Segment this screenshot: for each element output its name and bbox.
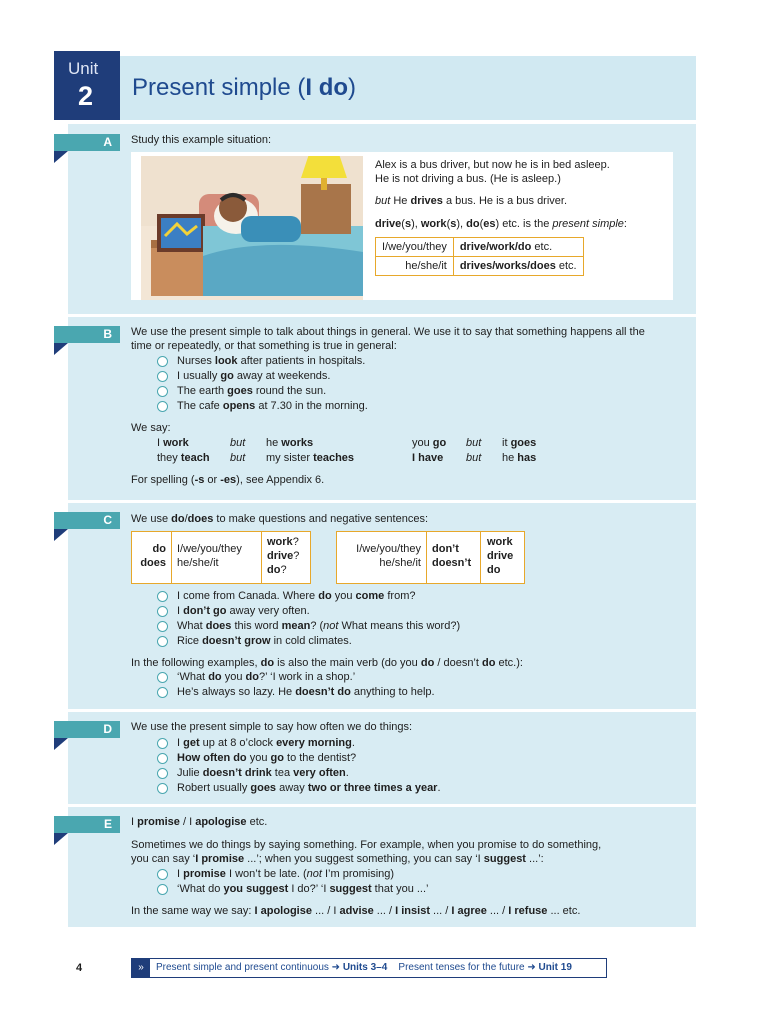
cross-reference-bar[interactable]: [131, 958, 607, 978]
section-d-flag: [54, 738, 68, 750]
title-bar: [120, 56, 696, 120]
bullet-icon: [157, 371, 168, 382]
example-line: ‘What do you suggest I do?’ ‘I suggest that you ...’: [177, 883, 429, 895]
example-line: He’s always so lazy. He doesn’t do anything to help.: [177, 686, 435, 698]
section-e-intro-1: Sometimes we do things by saying something. For example, when you promise to do something,: [131, 839, 602, 851]
section-e-heading: I promise / I apologise etc.: [131, 816, 268, 828]
main-verb-note: In the following examples, do is also the main verb (do you do / doesn’t do etc.):: [131, 657, 523, 669]
bullet-icon: [157, 356, 168, 367]
example-line: The earth goes round the sun.: [177, 385, 327, 397]
section-b-intro-2: time or repeatedly, or that something is true in general:: [131, 340, 397, 352]
situation-line-2: He is not driving a bus. (He is asleep.): [375, 173, 561, 185]
sleeping-man-illustration: [141, 156, 363, 300]
table-cell: drives/works/does etc.: [453, 257, 583, 276]
section-a-intro: Study this example situation:: [131, 134, 272, 146]
bullet-icon: [157, 621, 168, 632]
contrast-item: but: [230, 452, 246, 464]
bullet-icon: [157, 606, 168, 617]
bullet-icon: [157, 884, 168, 895]
example-line: Julie doesn’t drink tea very often.: [177, 767, 349, 779]
section-a-flag: [54, 151, 68, 163]
section-c-tab: C: [54, 512, 120, 529]
contrast-item: but: [466, 437, 482, 449]
conjugation-table: [375, 237, 584, 276]
table-cell: I/we/you/they: [376, 238, 454, 257]
page-title: Present simple (I do): [132, 74, 357, 101]
table-cell: drive/work/do etc.: [453, 238, 583, 257]
situation-line-4: drive(s), work(s), do(es) etc. is the present simple:: [375, 218, 627, 230]
section-c-flag: [54, 529, 68, 541]
bullet-icon: [157, 636, 168, 647]
contrast-item: he works: [266, 437, 314, 449]
table-cell: I/we/you/they he/she/it: [177, 543, 242, 569]
unit-number: 2: [78, 81, 94, 111]
contrast-item: he has: [502, 452, 537, 464]
bullet-icon: [157, 672, 168, 683]
contrast-item: they teach: [157, 452, 210, 464]
contrast-item: you go: [412, 437, 447, 449]
contrast-item: my sister teaches: [266, 452, 355, 464]
bullet-icon: [157, 869, 168, 880]
bullet-icon: [157, 768, 168, 779]
contrast-item: it goes: [502, 437, 537, 449]
section-a-tab: A: [54, 134, 120, 151]
section-e-intro-2: you can say ‘I promise ...’; when you suggest something, you can say ‘I suggest ...’:: [131, 853, 544, 865]
example-line: I get up at 8 o’clock every morning.: [177, 737, 355, 749]
bullet-icon: [157, 783, 168, 794]
table-cell: he/she/it: [376, 257, 454, 276]
example-line: What does this word mean? (not What means this word?): [177, 620, 461, 632]
table-cell: don’t doesn’t: [432, 543, 472, 569]
section-c-intro: We use do/does to make questions and negative sentences:: [131, 513, 428, 525]
bullet-icon: [157, 401, 168, 412]
situation-line-3: but He drives a bus. He is a bus driver.: [375, 195, 568, 207]
we-say-label: We say:: [131, 422, 171, 434]
example-panel: [131, 152, 673, 300]
bullet-icon: [157, 687, 168, 698]
section-b-intro-1: We use the present simple to talk about things in general. We use it to say that something happens all the: [131, 326, 645, 338]
example-line: The cafe opens at 7.30 in the morning.: [177, 400, 368, 412]
section-d-tab: D: [54, 721, 120, 738]
unit-badge: [54, 51, 120, 120]
section-d-intro: We use the present simple to say how often we do things:: [131, 721, 413, 733]
example-line: ‘What do you do?’ ‘I work in a shop.’: [177, 671, 356, 683]
table-cell: I/we/you/they he/she/it: [356, 543, 421, 569]
question-form-box: [131, 531, 311, 584]
situation-line-1: Alex is a bus driver, but now he is in bed asleep.: [375, 159, 610, 171]
example-line: I usually go away at weekends.: [177, 370, 331, 382]
table-cell: do does: [140, 543, 166, 569]
example-line: Nurses look after patients in hospitals.: [177, 355, 366, 367]
section-e-tab: E: [54, 816, 120, 833]
spelling-note: For spelling (-s or -es), see Appendix 6.: [131, 474, 325, 486]
cross-reference-links[interactable]: Present simple and present continuous ➜ Units 3–4 Present tenses for the future ➜ Unit 19: [156, 962, 572, 973]
example-line: Rice doesn’t grow in cold climates.: [177, 635, 352, 647]
contrast-item: I work: [157, 437, 189, 449]
double-chevron-icon: »: [132, 959, 150, 977]
page-number: 4: [76, 962, 83, 974]
unit-label: Unit: [68, 59, 99, 78]
example-line: I come from Canada. Where do you come from?: [177, 590, 416, 602]
example-line: How often do you go to the dentist?: [177, 752, 357, 764]
bullet-icon: [157, 738, 168, 749]
bullet-icon: [157, 386, 168, 397]
example-line: I don’t go away very often.: [177, 605, 310, 617]
section-b-flag: [54, 343, 68, 355]
section-e-flag: [54, 833, 68, 845]
example-line: I promise I won’t be late. (not I’m promising): [177, 868, 395, 880]
example-line: Robert usually goes away two or three times a year.: [177, 782, 441, 794]
table-cell: work drive do: [487, 536, 514, 576]
bullet-icon: [157, 591, 168, 602]
contrast-item: but: [466, 452, 482, 464]
section-b-tab: B: [54, 326, 120, 343]
bullet-icon: [157, 753, 168, 764]
same-way-note: In the same way we say: I apologise ... / I advise ... / I insist ... / I agree ... / I refuse ... etc.: [131, 905, 581, 917]
contrast-item: I have: [412, 452, 444, 464]
contrast-item: but: [230, 437, 246, 449]
table-cell: work? drive? do?: [267, 536, 300, 576]
negative-form-box: [336, 531, 525, 584]
